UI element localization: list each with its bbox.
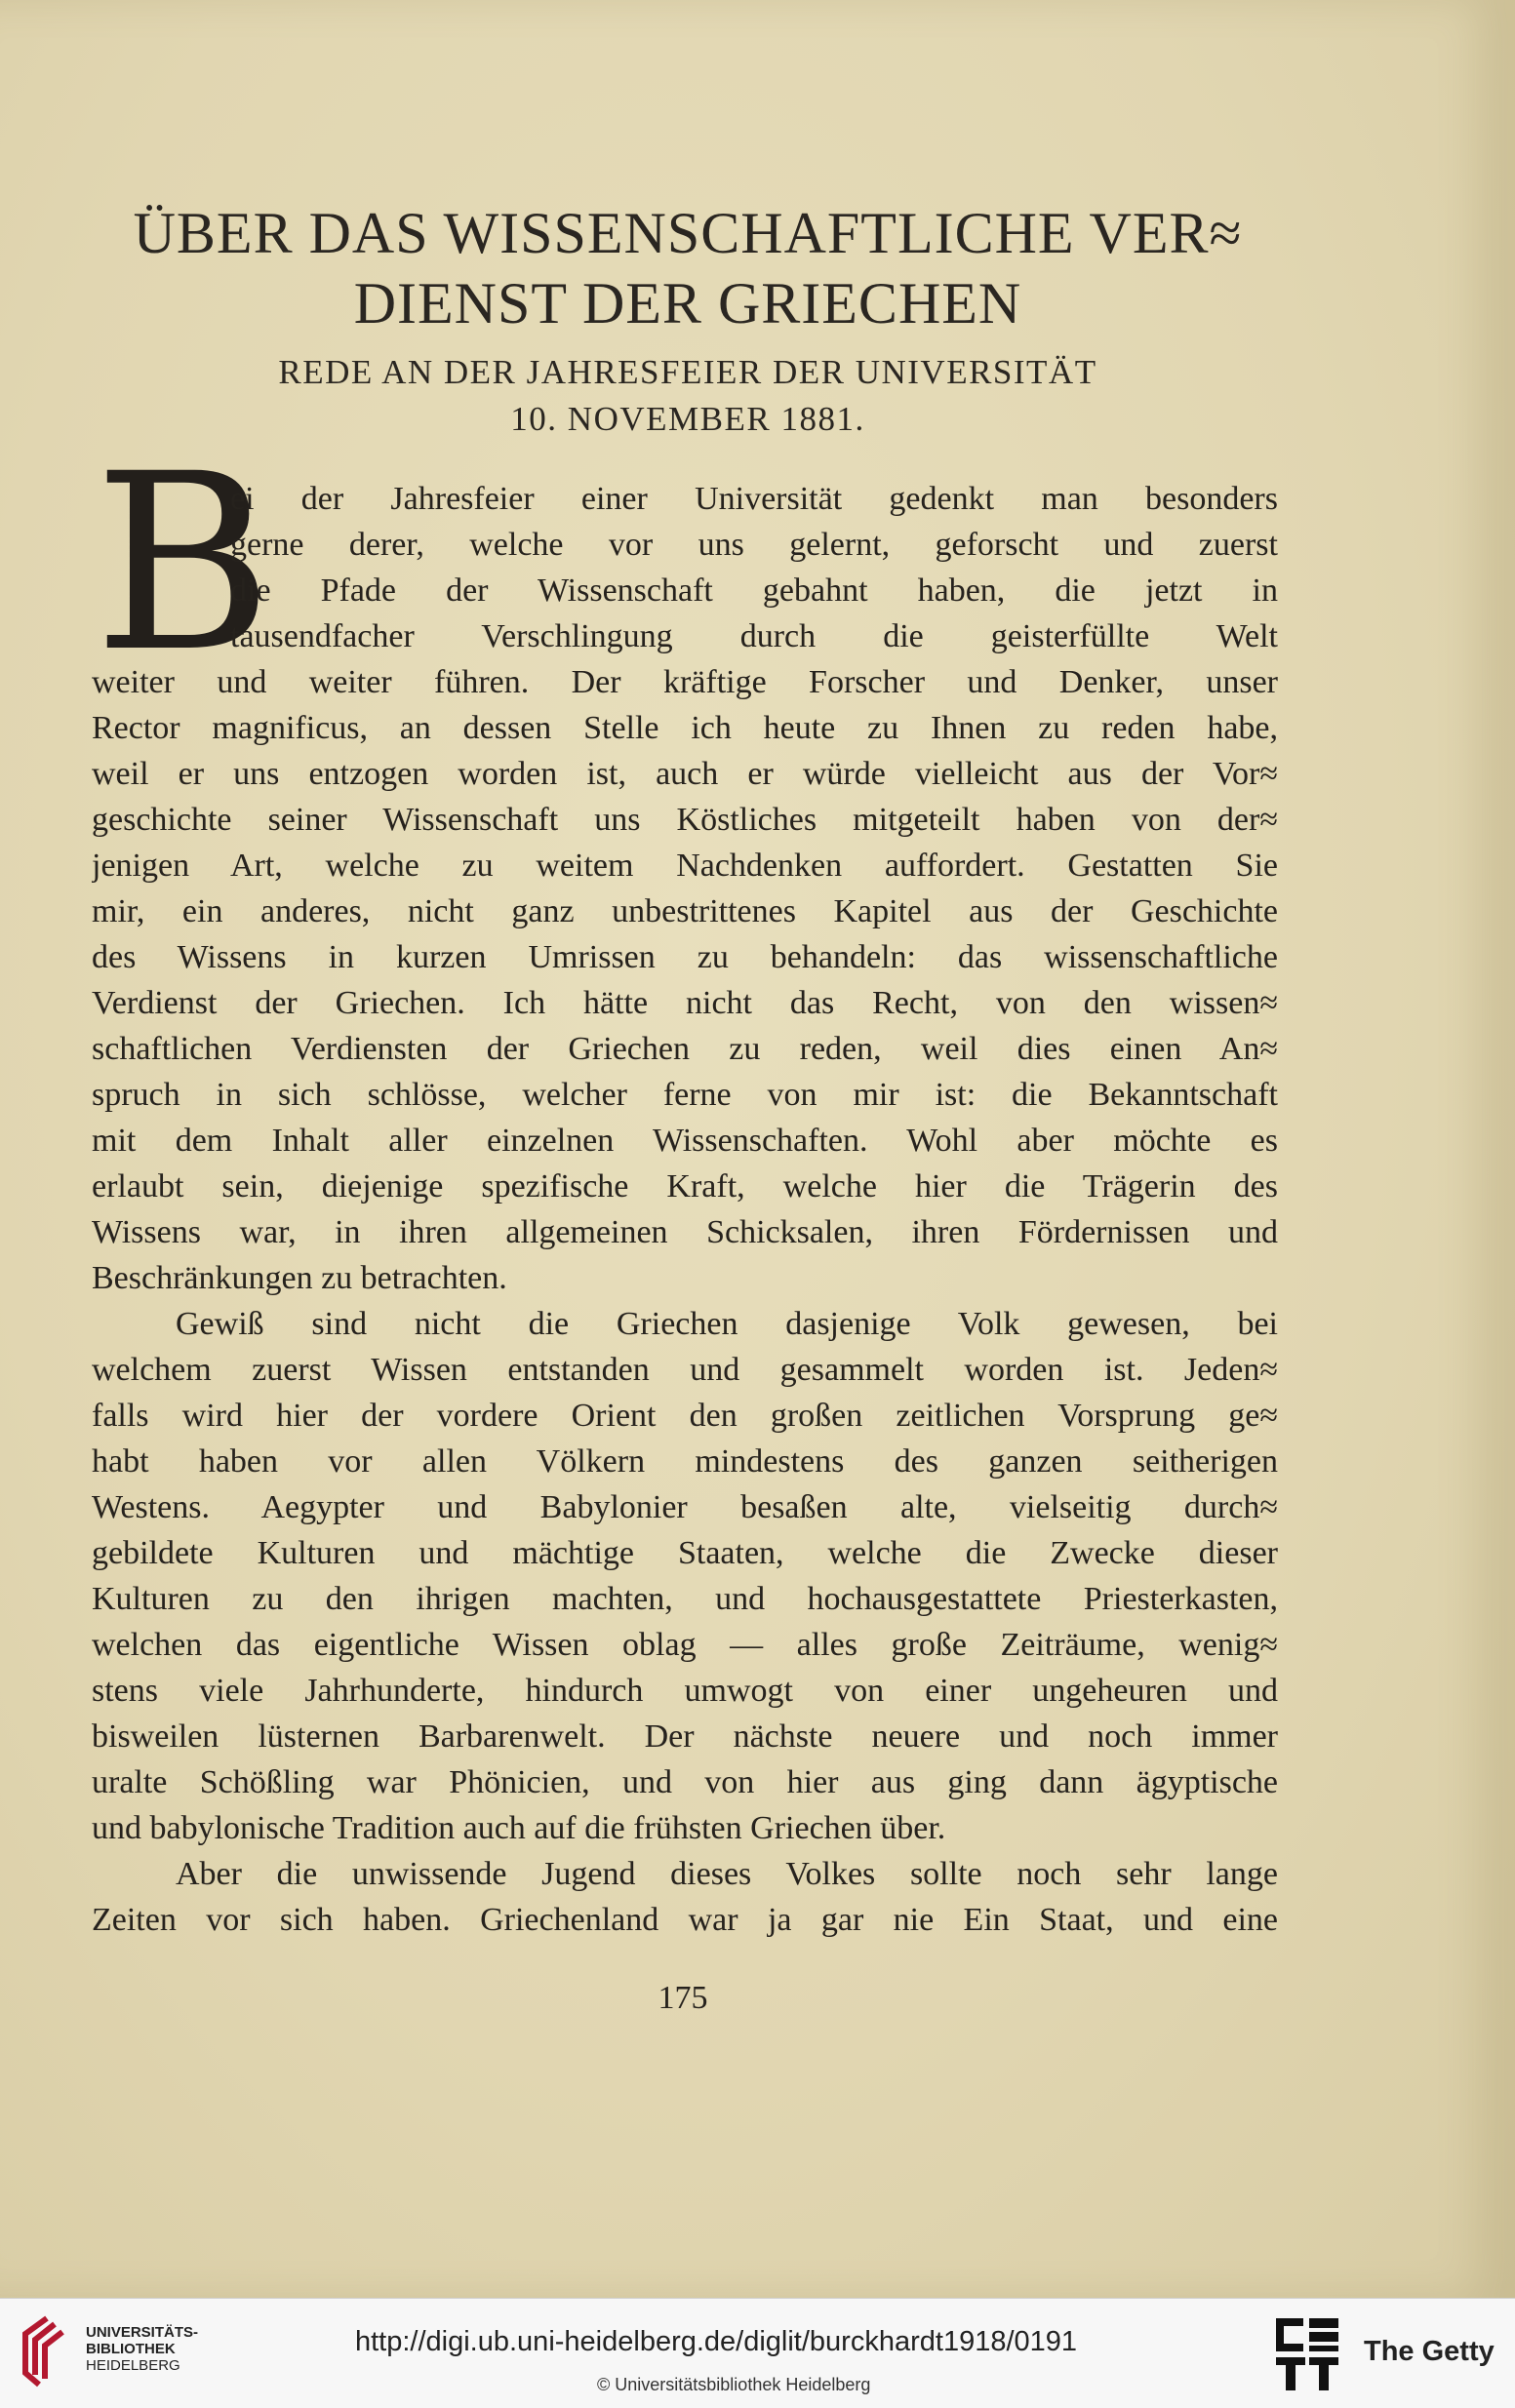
- text-line: erlaubt sein, diejenige spezifische Kraft, welche hier die Trägerin des: [92, 1168, 1278, 1204]
- text-line: welchem zuerst Wissen entstanden und gesammelt worden ist. Jeden≈: [92, 1352, 1278, 1388]
- text-line: welchen das eigentliche Wissen oblag — alles große Zeiträume, wenig≈: [92, 1627, 1278, 1663]
- text-line: jenigen Art, welche zu weitem Nachdenken auffordert. Gestatten Sie: [92, 848, 1278, 884]
- copyright-notice: © Universitätsbibliothek Heidelberg: [597, 2375, 871, 2394]
- text-line: schaftlichen Verdiensten der Griechen zu reden, weil dies einen An≈: [92, 1031, 1278, 1067]
- text-line: geschichte seiner Wissenschaft uns Köstliches mitgeteilt haben von der≈: [92, 802, 1278, 838]
- library-name: [86, 2324, 198, 2374]
- text-line: weil er uns entzogen worden ist, auch er würde vielleicht aus der Vor≈: [92, 756, 1278, 792]
- text-line: mir, ein anderes, nicht ganz unbestrittenes Kapitel aus der Geschichte: [92, 893, 1278, 929]
- text-line: die Pfade der Wissenschaft gebahnt haben, die jetzt in: [230, 572, 1278, 609]
- text-line: gerne derer, welche vor uns gelernt, geforscht und zuerst: [230, 527, 1278, 563]
- text-line: Kulturen zu den ihrigen machten, und hochausgestattete Priesterkasten,: [92, 1581, 1278, 1617]
- text-line: Verdienst der Griechen. Ich hätte nicht das Recht, von den wissen≈: [92, 985, 1278, 1021]
- text-line: gebildete Kulturen und mächtige Staaten, welche die Zwecke dieser: [92, 1535, 1278, 1571]
- university-library-logo-icon: [18, 2314, 72, 2388]
- text-line: ei der Jahresfeier einer Universität gedenkt man besonders: [230, 481, 1278, 517]
- title-line-2: DIENST DER GRIECHEN: [353, 271, 1022, 336]
- text-line: habt haben vor allen Völkern mindestens des ganzen seitherigen: [92, 1443, 1278, 1480]
- library-name-line: BIBLIOTHEK: [86, 2341, 176, 2357]
- text-line: Wissens war, in ihren allgemeinen Schicksalen, ihren Fördernissen und: [92, 1214, 1278, 1250]
- text-line: mit dem Inhalt aller einzelnen Wissenschaften. Wohl aber möchte es: [92, 1123, 1278, 1159]
- text-line: Rector magnificus, an dessen Stelle ich heute zu Ihnen zu reden habe,: [92, 710, 1278, 746]
- text-line: Westens. Aegypter und Babylonier besaßen alte, vielseitig durch≈: [92, 1489, 1278, 1525]
- text-line: stens viele Jahrhunderte, hindurch umwogt von einer ungeheuren und: [92, 1673, 1278, 1709]
- getty-label: The Getty: [1364, 2336, 1495, 2367]
- text-line: spruch in sich schlösse, welcher ferne von mir ist: die Bekanntschaft: [92, 1077, 1278, 1113]
- title-line-1: ÜBER DAS WISSENSCHAFTLICHE VER≈: [133, 201, 1243, 265]
- text-line: Zeiten vor sich haben. Griechenland war ja gar nie Ein Staat, und eine: [92, 1902, 1278, 1938]
- page-number: 175: [658, 1980, 708, 2016]
- subtitle-line-1: REDE AN DER JAHRESFEIER DER UNIVERSITÄT: [278, 353, 1097, 391]
- library-name-line: UNIVERSITÄTS-: [86, 2324, 199, 2341]
- text-line: Beschränkungen zu betrachten.: [92, 1260, 507, 1296]
- text-line: falls wird hier der vordere Orient den großen zeitlichen Vorsprung ge≈: [92, 1398, 1278, 1434]
- viewer-footer: [0, 2298, 1515, 2408]
- text-line: und babylonische Tradition auch auf die frühsten Griechen über.: [92, 1810, 946, 1846]
- permalink-url[interactable]: http://digi.ub.uni-heidelberg.de/diglit/burckhardt1918/0191: [355, 2326, 1078, 2357]
- text-line: Aber die unwissende Jugend dieses Volkes sollte noch sehr lange: [176, 1856, 1278, 1892]
- library-name-line: HEIDELBERG: [86, 2357, 180, 2374]
- text-line: uralte Schößling war Phönicien, und von hier aus ging dann ägyptische: [92, 1764, 1278, 1800]
- text-line: weiter und weiter führen. Der kräftige Forscher und Denker, unser: [92, 664, 1278, 700]
- drop-cap: B: [94, 421, 273, 705]
- body-text: [92, 476, 1278, 1949]
- getty-logo-icon: [1274, 2316, 1342, 2392]
- text-line: des Wissens in kurzen Umrissen zu behandeln: das wissenschaftliche: [92, 939, 1278, 975]
- subtitle-line-2: 10. NOVEMBER 1881.: [510, 400, 865, 438]
- text-line: bisweilen lüsternen Barbarenwelt. Der nächste neuere und noch immer: [92, 1718, 1278, 1755]
- text-line: tausendfacher Verschlingung durch die geisterfüllte Welt: [230, 618, 1278, 654]
- text-line: Gewiß sind nicht die Griechen dasjenige Volk gewesen, bei: [176, 1306, 1278, 1342]
